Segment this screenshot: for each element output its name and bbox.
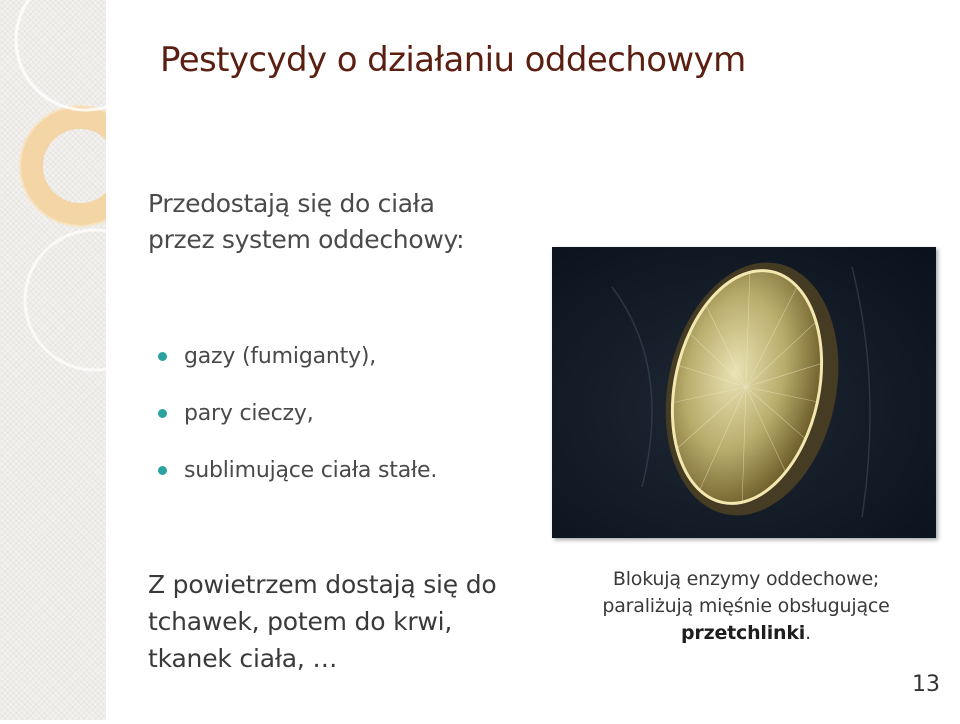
bullet-icon — [158, 409, 167, 418]
bullet-text: gazy (fumiganty), — [184, 344, 377, 369]
spiracle-micrograph — [552, 247, 936, 538]
page-number: 13 — [912, 672, 940, 697]
bullet-text: sublimujące ciała stałe. — [184, 458, 438, 483]
bullet-list — [156, 340, 437, 511]
list-item — [156, 454, 437, 511]
bottom-right-line-3 — [590, 620, 902, 647]
bottom-right-line-1: Blokują enzymy oddechowe; — [612, 568, 880, 590]
bullet-icon — [158, 352, 167, 361]
decorative-ring-icon — [0, 0, 106, 720]
sentence-period: . — [805, 622, 811, 644]
spiracles-term: przetchlinki — [681, 622, 806, 644]
slide-title: Pestycydy o działaniu oddechowym — [160, 40, 746, 80]
decorative-side-band — [0, 0, 106, 720]
bottom-left-text — [148, 566, 496, 677]
bullet-text: pary cieczy, — [184, 401, 314, 426]
list-item — [156, 340, 437, 397]
spiracle-image-icon — [552, 247, 936, 538]
bottom-right-line-2: paraliżują mięśnie obsługujące — [602, 595, 890, 617]
bullet-icon — [158, 466, 167, 475]
list-item — [156, 397, 437, 454]
intro-line-1: Przedostają się do ciała — [148, 189, 435, 218]
bottom-left-line-3: tkanek ciała, … — [148, 644, 338, 673]
bottom-left-line-2: tchawek, potem do krwi, — [148, 607, 453, 636]
intro-line-2: przez system oddechowy: — [148, 225, 465, 254]
bottom-left-line-1: Z powietrzem dostają się do — [148, 570, 497, 599]
bottom-right-text — [590, 566, 902, 647]
intro-text — [148, 186, 464, 258]
